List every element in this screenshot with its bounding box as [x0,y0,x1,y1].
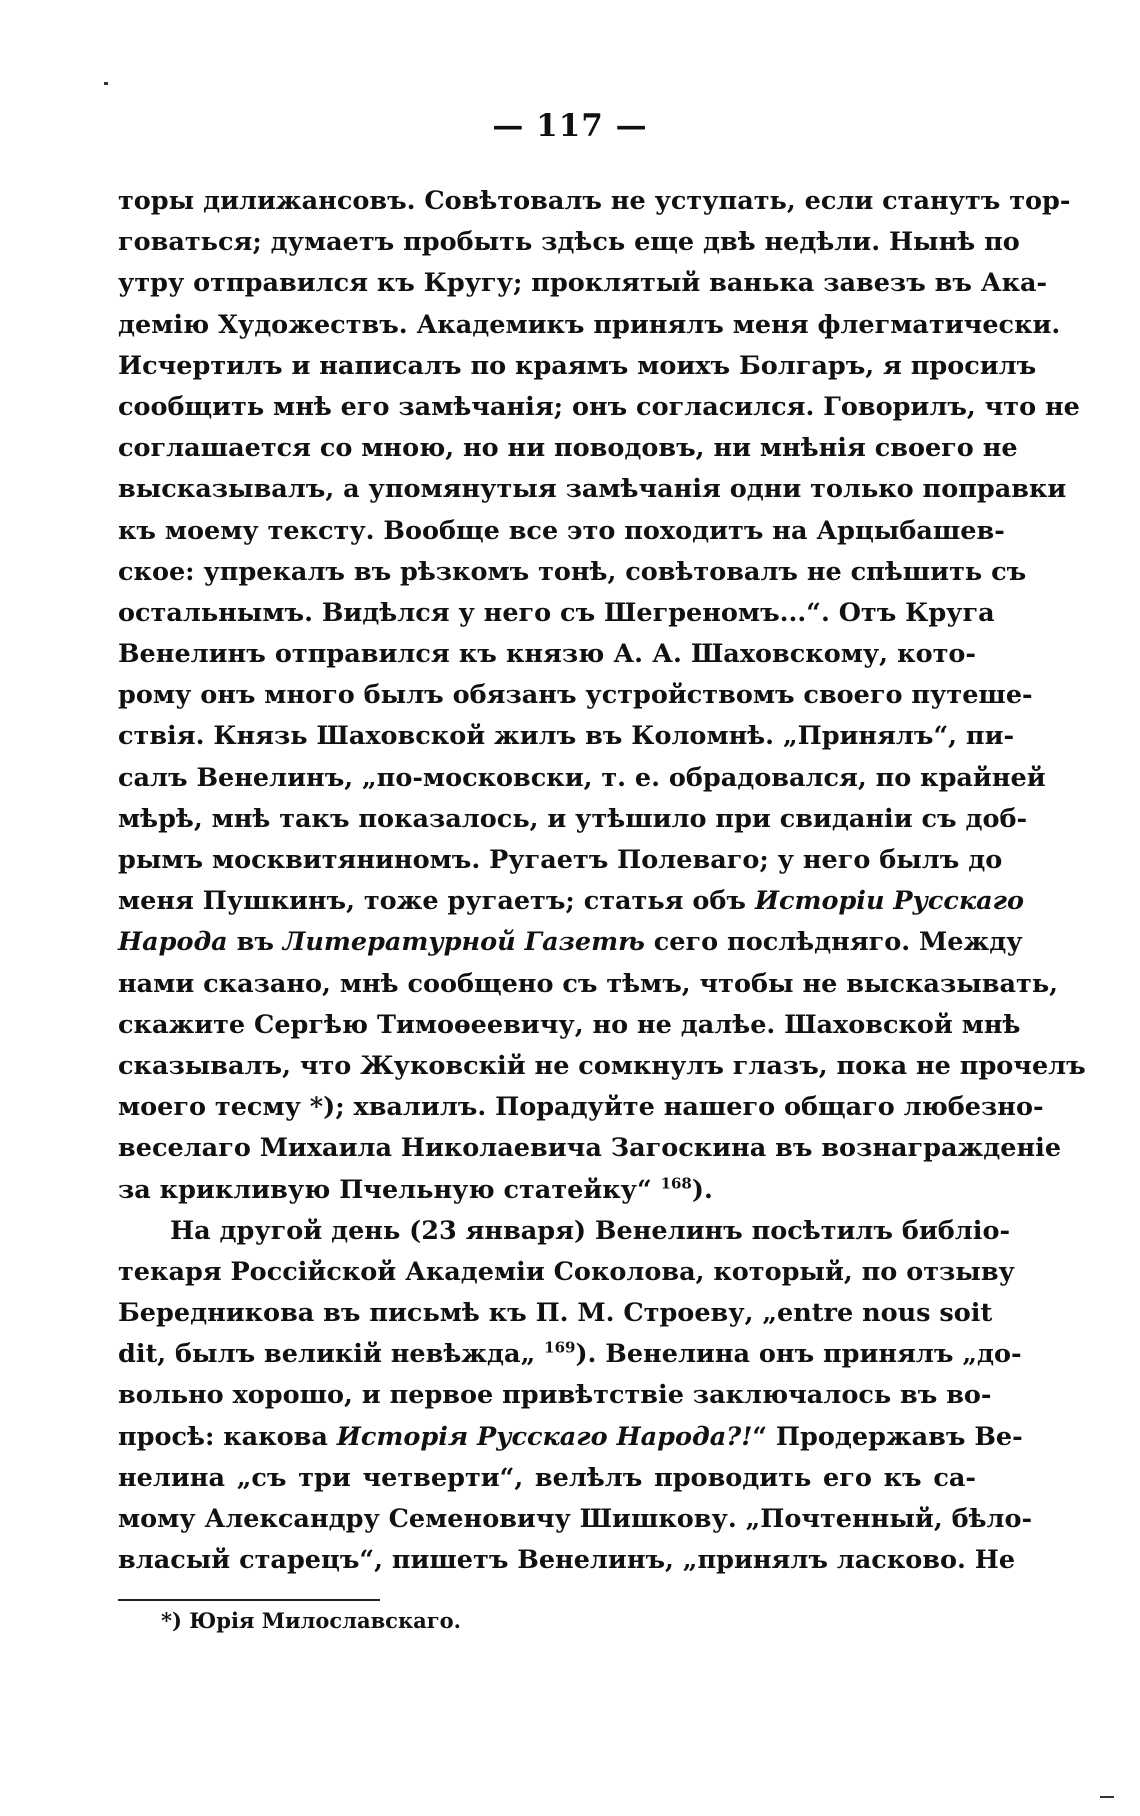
text-line: салъ Венелинъ, „по-московски, т. е. обрадовался, по крайней [118,762,1046,793]
text-line: ствія. Князь Шаховской жилъ въ Коломнѣ. „Принялъ“, пи- [118,721,1015,752]
note-reference: 168 [660,1174,692,1192]
text-line: высказывалъ, а упомянутыя замѣчанія одни только поправки [118,474,1067,505]
text-line: вольно хорошо, и первое привѣтствіе заключалось въ во- [118,1380,992,1411]
margin-speck-top [104,82,108,85]
text-line: говаться; думаетъ пробыть здѣсь еще двѣ недѣли. Нынѣ по [118,227,1020,258]
text-line: къ моему тексту. Вообще все это походитъ на Арцыбашев- [118,515,1005,546]
line-segment: “ Продержавъ Ве- [752,1421,1023,1452]
text-line: нелина „съ три четверти“, велѣлъ проводить его къ са- [118,1462,976,1493]
text-line: На другой день (23 января) Венелинъ посѣтилъ библіо- [170,1215,1011,1246]
text-line [118,1417,1023,1458]
text-line: Бередникова въ письмѣ къ П. М. Строеву, „entre nous soit [118,1298,993,1329]
text-line: мому Александру Семеновичу Шишкову. „Почтенный, бѣло- [118,1504,1033,1534]
text-line: веселаго Михаила Николаевича Загоскина въ вознагражденіе [118,1133,1062,1164]
text-line: торы дилижансовъ. Совѣтовалъ не уступать, если станутъ тор- [118,186,1071,216]
footnote: *) Юрія Милославскаго. [161,1608,461,1633]
text-line [118,1170,976,1211]
text-line: сказывалъ, что Жуковскій не сомкнулъ глазъ, пока не прочелъ [118,1050,1086,1081]
text-line: остальнымъ. Видѣлся у него съ Шегреномъ...“. Отъ Круга [118,597,995,628]
line-segment: за крикливую Пчельную статейку“ [118,1174,652,1205]
text-line: моего тесму *); хвалилъ. Порадуйте нашего общаго любезно- [118,1092,1044,1123]
text-line [118,922,1023,963]
text-line [118,1334,1022,1375]
line-segment: dit, былъ великій невѣжда„ [118,1339,536,1370]
italic-title: Исторія Русскаго Народа?! [336,1421,753,1452]
italic-title: Исторіи Русскаго [754,886,1025,917]
text-line: текаря Россійской Академіи Соколова, который, по отзыву [118,1256,1015,1287]
line-segment: меня Пушкинъ, тоже ругаетъ; статья объ [118,886,746,917]
text-line: нами сказано, мнѣ сообщено съ тѣмъ, чтобы не высказывать, [118,968,1059,999]
body-text [118,181,1086,1581]
text-line: Исчертилъ и написалъ по краямъ моихъ Болгаръ, я просилъ [118,350,1037,381]
italic-title: Народа [118,927,228,958]
page-number: — 117 — [492,108,648,144]
text-line: скажите Сергѣю Тимоѳеевичу, но не далѣе. Шаховской мнѣ [118,1009,1021,1040]
line-segment: сего послѣдняго. Между [653,927,1023,958]
text-line: ское: упрекалъ въ рѣзкомъ тонѣ, совѣтовалъ не спѣшить съ [118,556,1027,587]
text-line: сообщить мнѣ его замѣчанія; онъ согласился. Говорилъ, что не [118,391,1080,422]
text-line [118,881,1025,922]
text-line: демію Художествъ. Академикъ принялъ меня флегматически. [118,309,1061,340]
footnote-divider [118,1599,380,1601]
margin-speck-bottom [1100,1796,1114,1798]
text-line: соглашается со мною, но ни поводовъ, ни мнѣнія своего не [118,433,1018,464]
note-reference: 169 [544,1338,576,1357]
text-line: рымъ москвитяниномъ. Ругаетъ Полеваго; у него былъ до [118,845,1003,875]
line-segment: ). Венелина онъ принялъ „до- [575,1339,1022,1370]
line-segment: ). [691,1174,713,1205]
italic-title: Литературной Газетѣ [282,927,645,958]
text-line: утру отправился къ Кругу; проклятый ванька завезъ въ Ака- [118,268,1048,299]
line-segment: просѣ: какова [118,1421,328,1452]
text-line: рому онъ много былъ обязанъ устройствомъ своего путеше- [118,680,1033,711]
text-line: Венелинъ отправился къ князю А. А. Шаховскому, кото- [118,639,976,670]
text-line: власый старецъ“, пишетъ Венелинъ, „принялъ ласково. Не [118,1545,1016,1576]
text-line: мѣрѣ, мнѣ такъ показалось, и утѣшило при свиданіи съ доб- [118,803,1028,834]
line-segment: въ [236,927,274,958]
